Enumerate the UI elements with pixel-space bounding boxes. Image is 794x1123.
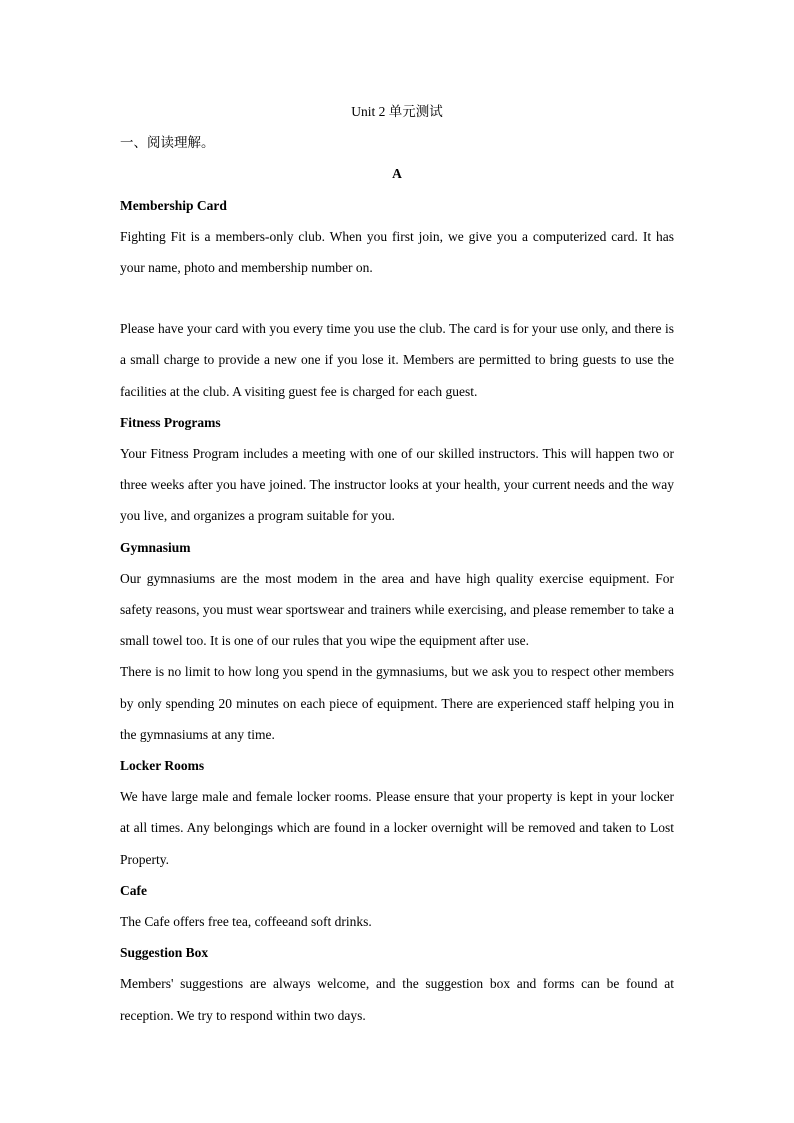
paragraph-locker-1: We have large male and female locker rooms. Please ensure that your property is kept in your locker at all times. Any belongings which are found in a locker overnight will be removed and taken to Lost Property.: [120, 789, 674, 867]
paragraph-membership-1: Fighting Fit is a members-only club. When you first join, we give you a computerized card. It has your name, photo and membership number on.: [120, 228, 674, 275]
document-title: Unit 2 单元测试: [351, 104, 443, 119]
heading-suggestion-box: Suggestion Box: [120, 945, 209, 961]
paragraph-cafe-1: The Cafe offers free tea, coffeeand soft drinks.: [120, 913, 372, 929]
part-label: A: [392, 166, 402, 182]
heading-gymnasium: Gymnasium: [120, 539, 191, 555]
heading-membership-card: Membership Card: [120, 197, 227, 213]
paragraph-gymnasium-2: There is no limit to how long you spend in the gymnasiums, but we ask you to respect other members by only spending 20 minutes on each piece of equipment. There are experienced staff helping you in the gymnasiums at any time.: [120, 664, 674, 742]
paragraph-suggestion-1: Members' suggestions are always welcome, and the suggestion box and forms can be found at reception. We try to respond within two days.: [120, 976, 674, 1023]
heading-cafe: Cafe: [120, 882, 147, 898]
heading-fitness-programs: Fitness Programs: [120, 414, 221, 430]
section-label: 一、阅读理解。: [120, 135, 215, 151]
paragraph-membership-2: Please have your card with you every time you use the club. The card is for your use only, and there is a small charge to provide a new one if you lose it. Members are permitted to bring guests to use the facilities at the club. A visiting guest fee is charged for each guest.: [120, 321, 674, 399]
paragraph-gap: [120, 283, 674, 313]
paragraph-fitness-1: Your Fitness Program includes a meeting with one of our skilled instructors. This will happen two or three weeks after you have joined. The instructor looks at your health, your current needs and the way you live, and organizes a program suitable for you.: [120, 445, 674, 524]
document-page: [120, 96, 674, 1031]
heading-locker-rooms: Locker Rooms: [120, 757, 205, 773]
paragraph-gymnasium-1: Our gymnasiums are the most modem in the area and have high quality exercise equipment. For safety reasons, you must wear sportswear and trainers while exercising, and please remember to take a small towel too. It is one of our rules that you wipe the equipment after use.: [120, 570, 674, 649]
